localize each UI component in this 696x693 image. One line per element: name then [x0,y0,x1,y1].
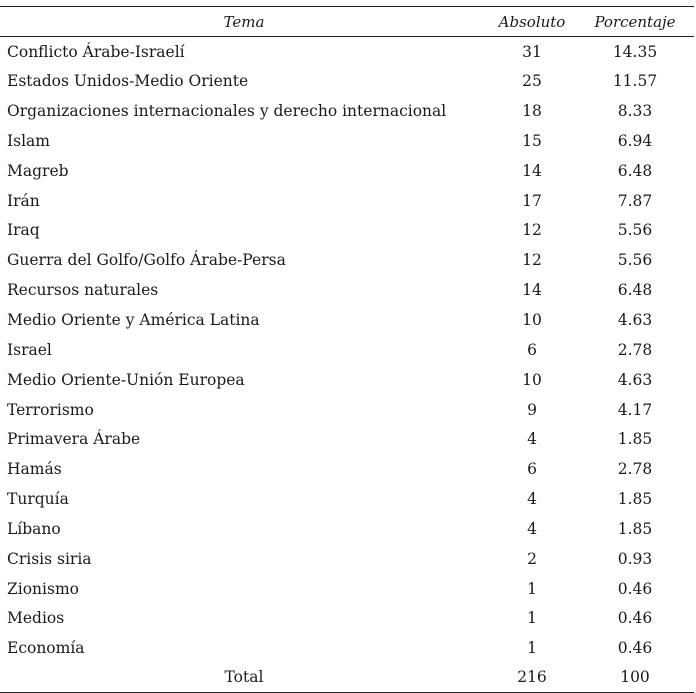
cell-tema: Hamás [7,460,62,479]
cell-tema: Medio Oriente y América Latina [7,311,260,330]
table-row [0,37,694,67]
cell-absoluto: 4 [527,519,537,538]
table-row [0,604,694,634]
cell-tema: Islam [7,131,50,150]
table-row [0,574,694,604]
cell-tema: Medio Oriente-Unión Europea [7,370,245,389]
cell-porcentaje: 0.46 [617,579,653,598]
table-row [0,66,694,96]
cell-absoluto: 10 [522,370,542,389]
cell-tema: Terrorismo [7,400,94,419]
cell-tema: Estados Unidos-Medio Oriente [7,72,249,91]
cell-porcentaje: 5.56 [617,221,653,240]
cell-tema: Zionismo [7,579,79,598]
cell-porcentaje: 4.63 [617,370,653,389]
cell-porcentaje: 2.78 [617,460,653,479]
cell-porcentaje: 1.85 [617,519,653,538]
cell-absoluto: 25 [522,72,542,91]
table-row [0,633,694,663]
cell-tema: Crisis siria [7,549,92,568]
cell-tema: Guerra del Golfo/Golfo Árabe-Persa [7,251,286,270]
cell-porcentaje: 0.46 [617,639,653,658]
total-porcentaje: 100 [620,668,650,687]
cell-absoluto: 18 [522,102,542,121]
cell-porcentaje: 6.48 [617,161,653,180]
table-row [0,395,694,425]
cell-porcentaje: 6.48 [617,281,653,300]
cell-tema: Economía [7,639,85,658]
cell-tema: Líbano [7,519,61,538]
header-absoluto: Absoluto [498,12,566,31]
table-row [0,245,694,275]
table-row [0,156,694,186]
table-row [0,216,694,246]
cell-absoluto: 14 [522,161,542,180]
cell-absoluto: 6 [527,340,537,359]
cell-porcentaje: 8.33 [617,102,653,121]
cell-porcentaje: 1.85 [617,490,653,509]
table-body [0,37,694,664]
cell-porcentaje: 1.85 [617,430,653,449]
cell-porcentaje: 4.17 [617,400,653,419]
table-header-row [0,7,694,37]
cell-absoluto: 17 [522,191,542,210]
table-row [0,514,694,544]
table-total-row [0,663,694,692]
table-row [0,454,694,484]
table-row [0,126,694,156]
cell-tema: Recursos naturales [7,281,159,300]
cell-absoluto: 15 [522,131,542,150]
total-absoluto: 216 [517,668,547,687]
table-row [0,275,694,305]
cell-tema: Magreb [7,161,69,180]
cell-porcentaje: 0.93 [617,549,653,568]
cell-porcentaje: 0.46 [617,609,653,628]
cell-tema: Conflicto Árabe-Israelí [7,42,185,61]
table-row [0,335,694,365]
table-row [0,424,694,454]
cell-absoluto: 6 [527,460,537,479]
cell-porcentaje: 6.94 [617,131,653,150]
cell-tema: Organizaciones internacionales y derecho internacional [7,102,447,121]
table-row [0,305,694,335]
table-row [0,484,694,514]
cell-tema: Irán [7,191,40,210]
cell-absoluto: 12 [522,251,542,270]
cell-absoluto: 1 [527,609,537,628]
cell-absoluto: 10 [522,311,542,330]
cell-tema: Primavera Árabe [7,430,141,449]
header-tema: Tema [223,12,265,31]
cell-absoluto: 14 [522,281,542,300]
cell-porcentaje: 5.56 [617,251,653,270]
cell-tema: Medios [7,609,65,628]
total-label: Total [224,668,264,687]
table-row [0,544,694,574]
cell-tema: Israel [7,340,52,359]
header-porcentaje: Porcentaje [594,12,676,31]
cell-absoluto: 1 [527,639,537,658]
cell-absoluto: 4 [527,430,537,449]
topics-table [0,6,694,693]
cell-tema: Iraq [7,221,40,240]
table-row [0,365,694,395]
table-row [0,186,694,216]
cell-porcentaje: 7.87 [617,191,653,210]
cell-absoluto: 31 [522,42,542,61]
table-row [0,96,694,126]
cell-absoluto: 4 [527,490,537,509]
cell-absoluto: 9 [527,400,537,419]
cell-absoluto: 2 [527,549,537,568]
cell-absoluto: 1 [527,579,537,598]
cell-porcentaje: 11.57 [612,72,658,91]
cell-absoluto: 12 [522,221,542,240]
cell-porcentaje: 4.63 [617,311,653,330]
cell-porcentaje: 14.35 [612,42,658,61]
cell-tema: Turquía [7,490,69,509]
cell-porcentaje: 2.78 [617,340,653,359]
